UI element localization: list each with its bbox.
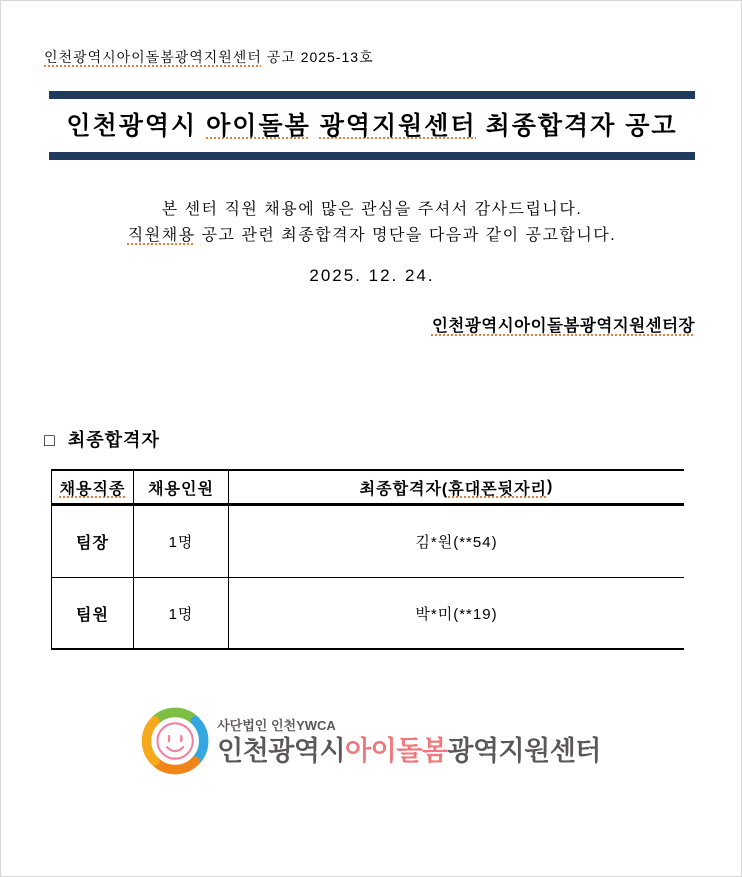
page-title <box>49 99 695 152</box>
cell-winner: 김*원(**54) <box>228 506 684 577</box>
title-bottom-rule <box>49 152 695 160</box>
header-winner <box>228 471 684 503</box>
header-count: 채용인원 <box>133 471 228 503</box>
cell-position: 팀원 <box>51 578 133 648</box>
header-winner-post: ) <box>547 478 554 495</box>
logo-org-name <box>217 736 601 767</box>
org-logo <box>141 707 601 775</box>
logo-name-part-3: 광역지원센터 <box>447 735 601 766</box>
smiley-ring-icon <box>141 707 209 775</box>
table-row <box>51 578 684 648</box>
table-header-row <box>51 471 684 503</box>
logo-org-small: 사단법인 인천YWCA <box>217 717 336 733</box>
header-position-label: 채용직종 <box>59 480 126 498</box>
header-winner-phone: 휴대폰뒷자리 <box>448 480 548 498</box>
intro-line-2-word: 직원채용 <box>127 227 196 244</box>
logo-text-block <box>217 715 601 767</box>
intro-line-2-rest: 공고 관련 최종합격자 명단을 다음과 같이 공고합니다. <box>201 227 617 244</box>
doc-number-org: 인천광역시아이돌봄광역지원센터 <box>44 49 262 65</box>
intro-line-1: 본 센터 직원 채용에 많은 관심을 주셔서 감사드립니다. <box>161 201 583 218</box>
cell-count: 1명 <box>133 578 228 648</box>
title-part-3: 광역지원센터 <box>319 112 477 140</box>
section-heading <box>44 426 160 452</box>
header-winner-pre: 최종합격자( <box>359 480 449 498</box>
title-part-1: 인천광역시 <box>66 112 198 140</box>
title-part-2: 아이돌봄 <box>206 112 311 140</box>
section-heading-label: 최종합격자 <box>67 430 160 450</box>
square-bullet-icon: □ <box>44 430 56 450</box>
cell-position: 팀장 <box>51 506 133 577</box>
cell-count: 1명 <box>133 506 228 577</box>
results-table <box>51 469 684 650</box>
announcement-date: 2025. 12. 24. <box>309 266 435 285</box>
doc-number <box>44 47 374 67</box>
intro-line-2 <box>1 223 742 249</box>
table-row <box>51 506 684 578</box>
title-top-rule <box>49 91 695 99</box>
intro-paragraph <box>1 197 742 249</box>
logo-name-part-2: 아이돌봄 <box>345 735 448 766</box>
title-block <box>49 91 695 160</box>
logo-name-part-1: 인천광역시 <box>217 735 346 766</box>
cell-winner: 박*미(**19) <box>228 578 684 648</box>
doc-number-rest: 공고 2025-13호 <box>266 49 374 65</box>
title-part-4: 최종합격자 공고 <box>485 112 678 140</box>
signer: 인천광역시아이돌봄광역지원센터장 <box>431 317 695 335</box>
header-position <box>51 471 133 503</box>
